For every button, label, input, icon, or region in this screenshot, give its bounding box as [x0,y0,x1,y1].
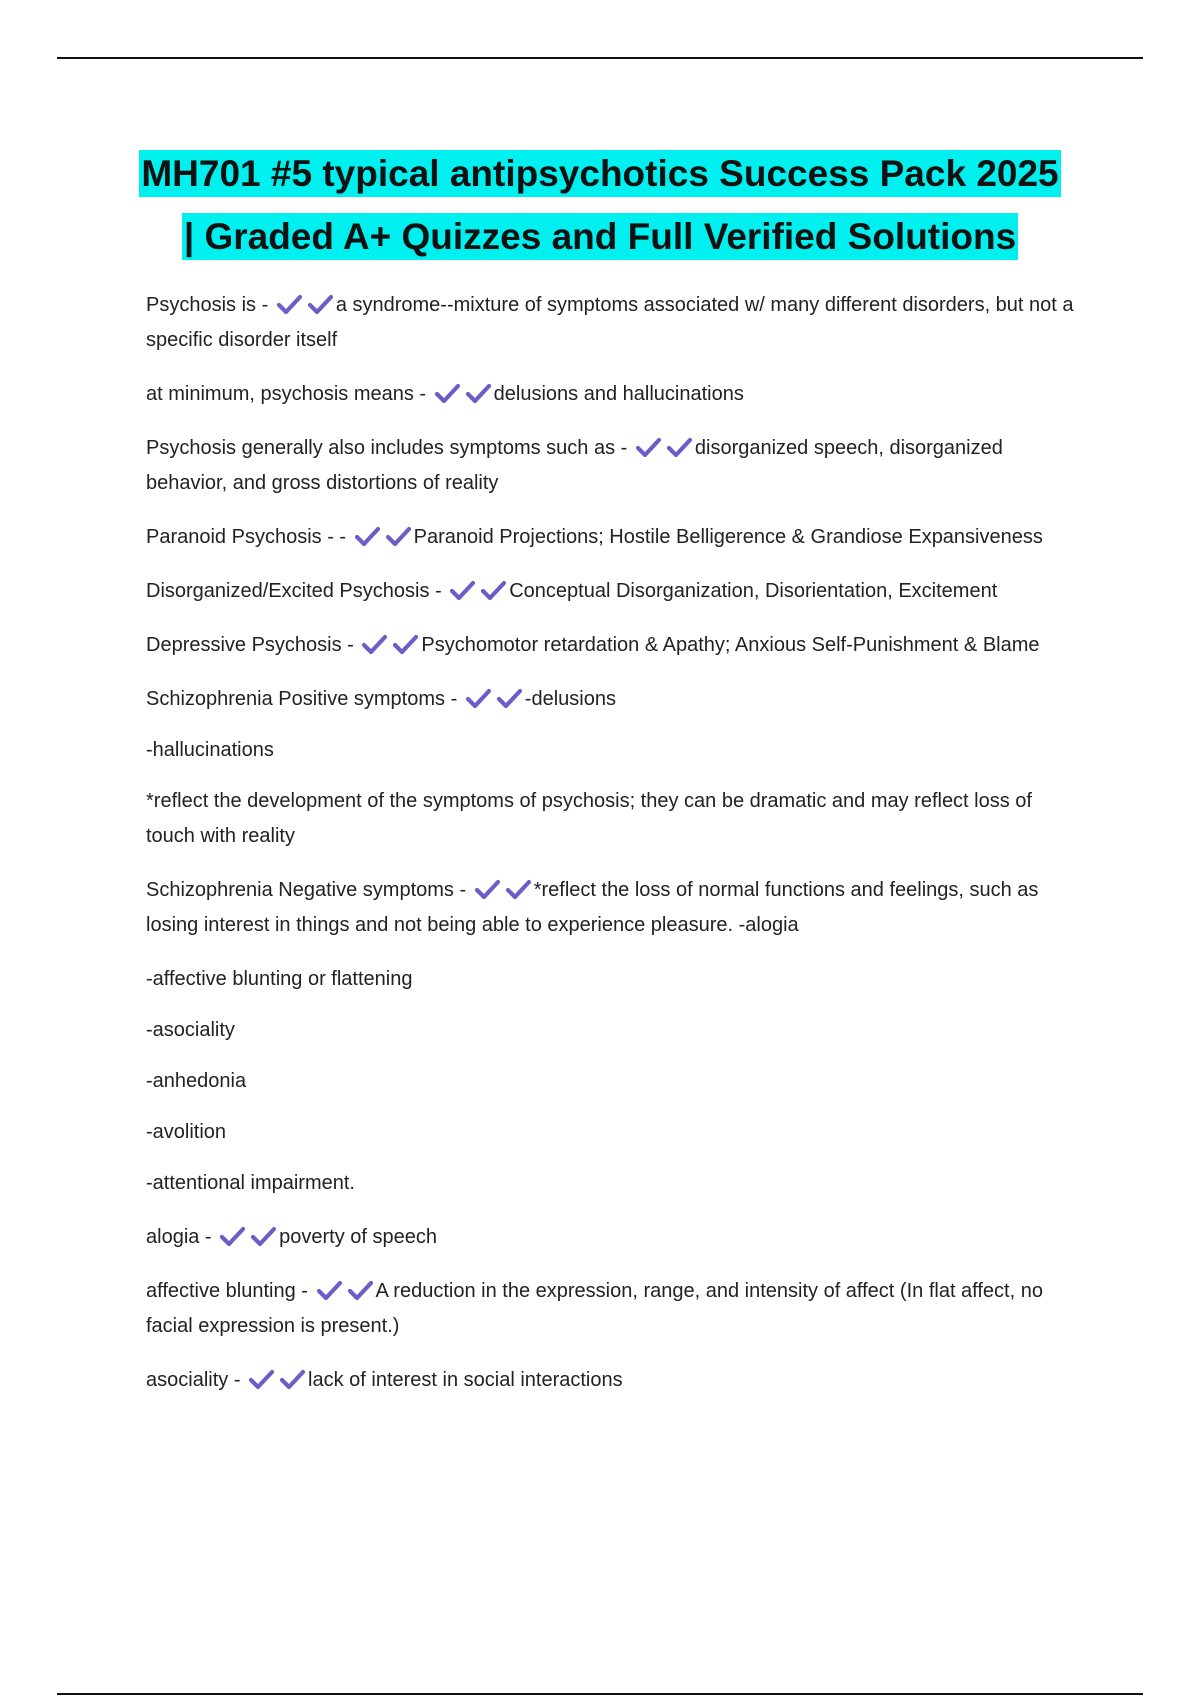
qa-entry [146,574,1086,609]
entry-term: -avolition [146,1121,227,1143]
entry-term: -anhedonia [146,1070,247,1092]
check-icon [251,1226,276,1246]
entry-term: -asociality [146,1019,235,1041]
check-icon [249,1369,274,1389]
check-icon [466,383,491,403]
entry-term: -attentional impairment. [146,1172,355,1194]
check-marks [246,1369,308,1391]
qa-entry [146,784,1086,854]
check-marks [274,294,336,316]
document-title [100,142,1100,268]
entry-answer: poverty of speech [279,1226,438,1248]
entry-term: Schizophrenia Positive symptoms - [146,688,463,710]
bottom-rule [57,1693,1143,1695]
check-icon [362,634,387,654]
entry-term: Disorganized/Excited Psychosis - [146,580,448,602]
entry-answer: -delusions [524,688,616,710]
title-line-2: | Graded A+ Quizzes and Full Verified Solutions [182,213,1018,260]
qa-entry [146,1013,1086,1048]
entry-term: *reflect the development of the symptoms of psychosis; they can be dramatic and may reflect loss of touch with reality [146,790,1032,847]
entry-term: Psychosis is - [146,294,274,316]
entry-answer: A reduction in the expression, range, and intensity of affect (In flat affect, no facial expression is present.) [146,1280,1043,1337]
entry-term: alogia - [146,1226,218,1248]
check-icon [317,1280,342,1300]
entry-term: -hallucinations [146,739,274,761]
entry-term: Paranoid Psychosis - - [146,526,352,548]
entry-term: -affective blunting or flattening [146,968,413,990]
qa-entry [146,1166,1086,1201]
check-icon [348,1280,373,1300]
entry-answer: a syndrome--mixture of symptoms associated w/ many different disorders, but not a specific disorder itself [146,294,1074,351]
check-icon [393,634,418,654]
check-icon [308,294,333,314]
entry-term: at minimum, psychosis means - [146,383,432,405]
check-icon [386,526,411,546]
check-icon [466,688,491,708]
check-marks [633,437,695,459]
check-icon [435,383,460,403]
entry-answer: *reflect the loss of normal functions and feelings, such as losing interest in things and not being able to experience pleasure. -alogia [146,879,1039,936]
qa-entry [146,628,1086,663]
qa-entry [146,1115,1086,1150]
qa-entry [146,288,1086,358]
entry-term: asociality - [146,1369,247,1391]
check-icon [475,879,500,899]
entry-term: affective blunting - [146,1280,314,1302]
qa-entry [146,1220,1086,1255]
check-icon [277,294,302,314]
check-icon [450,580,475,600]
check-marks [352,526,414,548]
check-icon [220,1226,245,1246]
check-marks [314,1280,376,1302]
check-marks [359,634,421,656]
qa-entry [146,520,1086,555]
title-line-1: MH701 #5 typical antipsychotics Success Pack 2025 [139,150,1060,197]
check-icon [497,688,522,708]
check-icon [636,437,661,457]
check-marks [463,688,525,710]
entry-term: Psychosis generally also includes symptoms such as - [146,437,633,459]
check-icon [280,1369,305,1389]
check-marks [432,383,494,405]
qa-entry [146,682,1086,717]
top-rule [57,57,1143,59]
entry-answer: lack of interest in social interactions [308,1369,623,1391]
qa-entry [146,962,1086,997]
entry-answer: disorganized speech, disorganized behavior, and gross distortions of reality [146,437,1003,494]
qa-entry [146,1064,1086,1099]
check-icon [667,437,692,457]
entry-answer: Conceptual Disorganization, Disorientation, Excitement [509,580,998,602]
check-icon [481,580,506,600]
qa-entry [146,377,1086,412]
check-marks [217,1226,279,1248]
qa-entry [146,1274,1086,1344]
check-icon [355,526,380,546]
entry-answer: delusions and hallucinations [493,383,744,405]
check-icon [506,879,531,899]
entry-term: Depressive Psychosis - [146,634,360,656]
entry-answer: Paranoid Projections; Hostile Belligerence & Grandiose Expansiveness [413,526,1043,548]
check-marks [472,879,534,901]
qa-list [146,288,1086,1417]
qa-entry [146,1363,1086,1398]
entry-term: Schizophrenia Negative symptoms - [146,879,472,901]
qa-entry [146,431,1086,501]
entry-answer: Psychomotor retardation & Apathy; Anxious Self-Punishment & Blame [421,634,1040,656]
check-marks [447,580,509,602]
qa-entry [146,873,1086,943]
qa-entry [146,733,1086,768]
